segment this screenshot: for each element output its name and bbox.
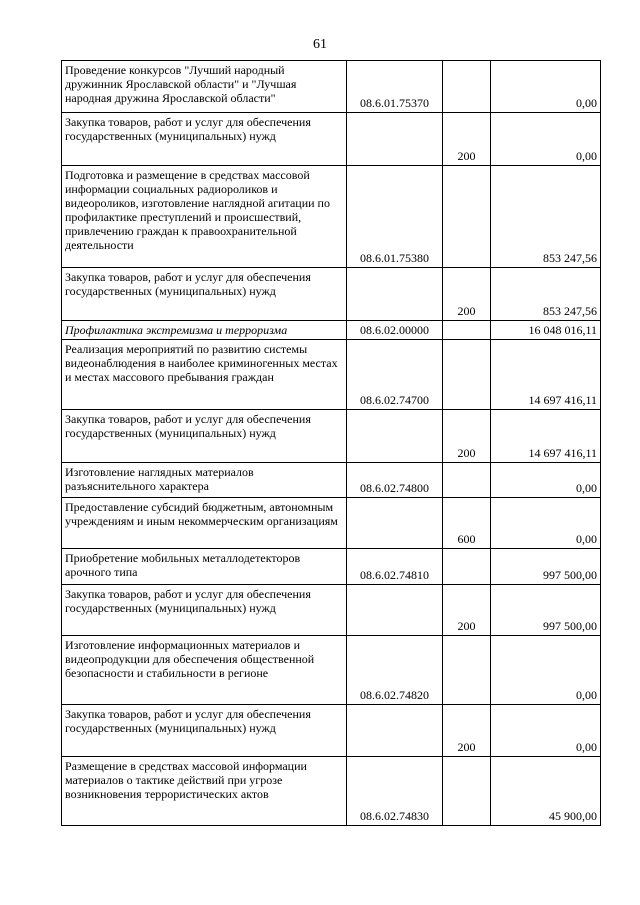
table-row: [62, 757, 601, 826]
table-row: [62, 268, 601, 321]
target-article-code-cell: 08.6.01.75370: [347, 61, 443, 113]
amount-cell: 45 900,00: [491, 757, 601, 826]
table-row: [62, 498, 601, 549]
expense-type-cell: 200: [443, 113, 491, 166]
target-article-code-cell: 08.6.02.00000: [347, 321, 443, 340]
amount-cell: 997 500,00: [491, 585, 601, 636]
budget-table-body: [62, 61, 601, 826]
table-row: [62, 705, 601, 757]
expense-type-cell: [443, 549, 491, 585]
target-article-code-cell: 08.6.02.74700: [347, 340, 443, 410]
table-row: [62, 549, 601, 585]
target-article-code-cell: [347, 585, 443, 636]
row-name-cell: Проведение конкурсов "Лучший народный дружинник Ярославской области" и "Лучшая народная дружина Ярославской области": [62, 61, 347, 113]
amount-cell: 997 500,00: [491, 549, 601, 585]
target-article-code-cell: 08.6.02.74810: [347, 549, 443, 585]
amount-cell: 16 048 016,11: [491, 321, 601, 340]
amount-cell: 0,00: [491, 463, 601, 498]
amount-cell: 853 247,56: [491, 166, 601, 268]
target-article-code-cell: [347, 705, 443, 757]
row-name-cell: Закупка товаров, работ и услуг для обеспечения государственных (муниципальных) нужд: [62, 585, 347, 636]
amount-cell: 0,00: [491, 636, 601, 705]
expense-type-cell: [443, 61, 491, 113]
row-name-cell: Закупка товаров, работ и услуг для обеспечения государственных (муниципальных) нужд: [62, 410, 347, 463]
target-article-code-cell: [347, 268, 443, 321]
table-row: [62, 410, 601, 463]
target-article-code-cell: [347, 410, 443, 463]
table-row: [62, 585, 601, 636]
row-name-cell: Предоставление субсидий бюджетным, автономным учреждениям и иным некоммерческим организациям: [62, 498, 347, 549]
expense-type-cell: 200: [443, 410, 491, 463]
row-name-cell: Закупка товаров, работ и услуг для обеспечения государственных (муниципальных) нужд: [62, 705, 347, 757]
budget-table: [61, 60, 601, 826]
expense-type-cell: [443, 757, 491, 826]
target-article-code-cell: [347, 113, 443, 166]
row-name-cell: Приобретение мобильных металлодетекторов арочного типа: [62, 549, 347, 585]
expense-type-cell: 200: [443, 268, 491, 321]
row-name-cell: Размещение в средствах массовой информации материалов о тактике действий при угрозе возникновения террористических актов: [62, 757, 347, 826]
expense-type-cell: [443, 166, 491, 268]
expense-type-cell: 600: [443, 498, 491, 549]
expense-type-cell: [443, 463, 491, 498]
table-row: [62, 463, 601, 498]
amount-cell: 0,00: [491, 498, 601, 549]
table-row: [62, 636, 601, 705]
row-name-cell: Подготовка и размещение в средствах массовой информации социальных радиороликов и видеороликов, изготовление наглядной агитации по профилактике преступлений и происшествий, привлечению граждан к правоохранительной деятельности: [62, 166, 347, 268]
row-name-cell: Закупка товаров, работ и услуг для обеспечения государственных (муниципальных) нужд: [62, 268, 347, 321]
amount-cell: 0,00: [491, 705, 601, 757]
expense-type-cell: [443, 340, 491, 410]
row-name-cell: Изготовление наглядных материалов разъяснительного характера: [62, 463, 347, 498]
table-row: [62, 61, 601, 113]
expense-type-cell: 200: [443, 705, 491, 757]
amount-cell: 14 697 416,11: [491, 340, 601, 410]
expense-type-cell: [443, 321, 491, 340]
amount-cell: 853 247,56: [491, 268, 601, 321]
row-name-cell: Изготовление информационных материалов и видеопродукции для обеспечения общественной безопасности и стабильности в регионе: [62, 636, 347, 705]
target-article-code-cell: 08.6.02.74820: [347, 636, 443, 705]
target-article-code-cell: [347, 498, 443, 549]
table-row: [62, 321, 601, 340]
row-name-cell: Закупка товаров, работ и услуг для обеспечения государственных (муниципальных) нужд: [62, 113, 347, 166]
row-name-cell: Реализация мероприятий по развитию системы видеонаблюдения в наиболее криминогенных местах и местах массового пребывания граждан: [62, 340, 347, 410]
target-article-code-cell: 08.6.01.75380: [347, 166, 443, 268]
amount-cell: 14 697 416,11: [491, 410, 601, 463]
table-row: [62, 340, 601, 410]
target-article-code-cell: 08.6.02.74800: [347, 463, 443, 498]
expense-type-cell: 200: [443, 585, 491, 636]
table-row: [62, 113, 601, 166]
expense-type-cell: [443, 636, 491, 705]
row-name-cell: Профилактика экстремизма и терроризма: [62, 321, 347, 340]
amount-cell: 0,00: [491, 61, 601, 113]
amount-cell: 0,00: [491, 113, 601, 166]
page-number: 61: [313, 37, 327, 52]
target-article-code-cell: 08.6.02.74830: [347, 757, 443, 826]
table-row: [62, 166, 601, 268]
